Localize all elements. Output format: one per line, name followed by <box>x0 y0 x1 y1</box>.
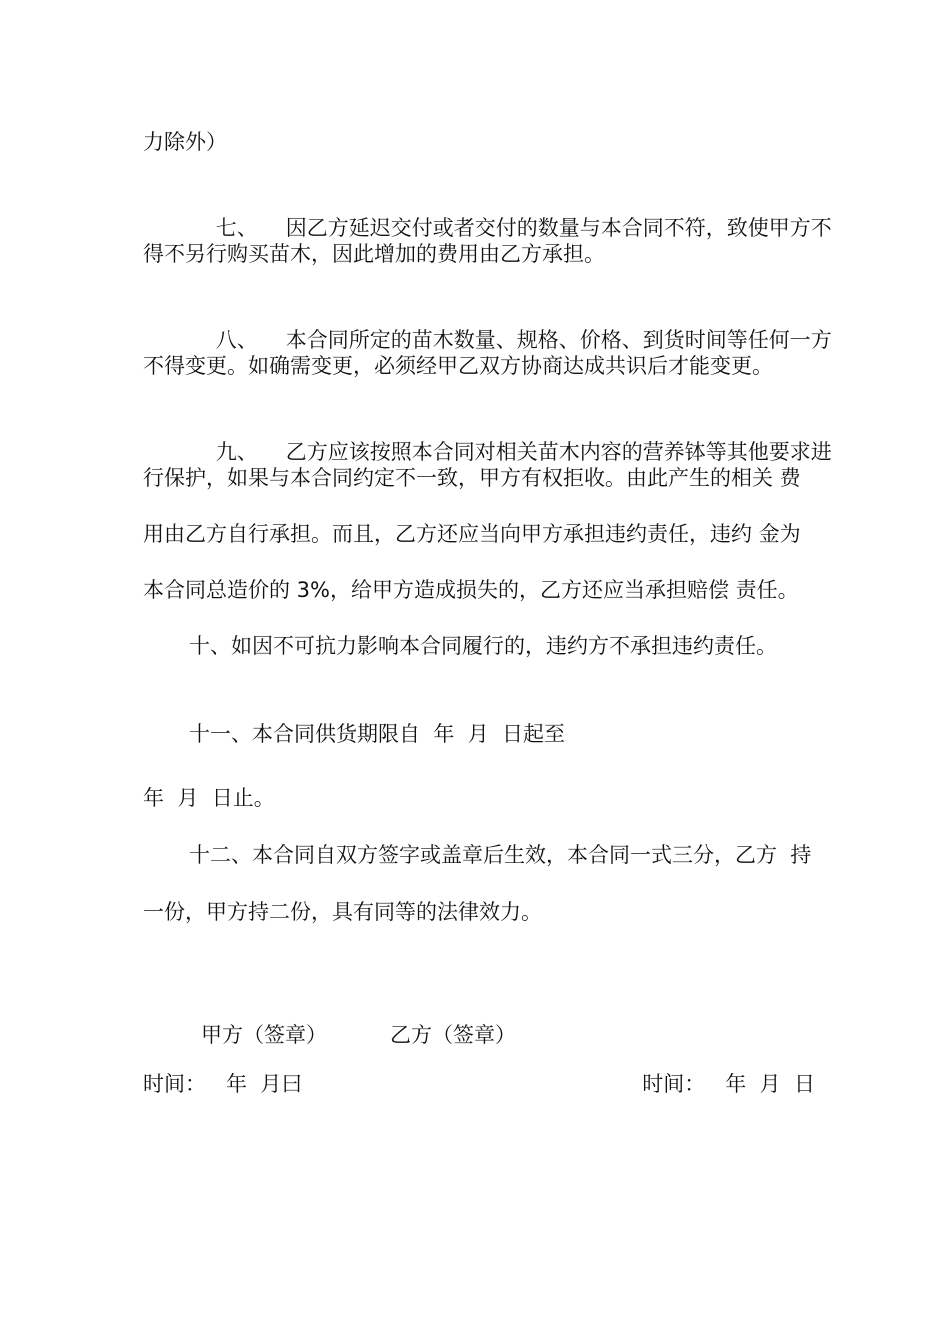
party-b-signature: 乙方（签章） <box>390 1023 516 1047</box>
paragraph-11-line-1: 十一、本合同供货期限自 年 月 日起至 <box>189 722 566 746</box>
paragraph-11-line-2: 年 月 日止。 <box>143 786 275 810</box>
paragraph-6-tail: 力除外） <box>143 130 227 154</box>
paragraph-9-line-4: 本合同总造价的 3%，给甲方造成损失的，乙方还应当承担赔偿 责任。 <box>143 578 799 602</box>
party-a-signature: 甲方（签章） <box>201 1023 327 1047</box>
paragraph-9-line-1: 九、 乙方应该按照本合同对相关苗木内容的营养钵等其他要求进 <box>189 407 832 497</box>
time-left: 时间： 年 月曰 <box>143 1072 303 1096</box>
paragraph-9-line-2: 行保护，如果与本合同约定不一致，甲方有权拒收。由此产生的相关 费 <box>143 466 801 490</box>
clause-number-9: 九、 <box>215 440 258 464</box>
paragraph-12-line-2: 一份，甲方持二份，具有同等的法律效力。 <box>143 900 542 924</box>
paragraph-8-line-2: 不得变更。如确需变更，必须经甲乙双方协商达成共识后才能变更。 <box>143 354 773 378</box>
paragraph-12-line-1: 十二、本合同自双方签字或盖章后生效，本合同一式三分，乙方 持 <box>189 843 812 867</box>
paragraph-9-line-3: 用由乙方自行承担。而且，乙方还应当向甲方承担违约责任，违约 金为 <box>143 522 801 546</box>
time-right: 时间： 年 月 日 <box>642 1072 815 1096</box>
paragraph-7-line-1: 七、 因乙方延迟交付或者交付的数量与本合同不符，致使甲方不 <box>189 183 832 273</box>
paragraph-10: 十、如因不可抗力影响本合同履行的，违约方不承担违约责任。 <box>189 634 777 658</box>
paragraph-8-line-1: 八、 本合同所定的苗木数量、规格、价格、到货时间等任何一方 <box>189 295 832 385</box>
paragraph-7-line-2: 得不另行购买苗木，因此增加的费用由乙方承担。 <box>143 242 605 266</box>
clause-number-7: 七、 <box>215 216 258 240</box>
clause-number-8: 八、 <box>215 328 258 352</box>
